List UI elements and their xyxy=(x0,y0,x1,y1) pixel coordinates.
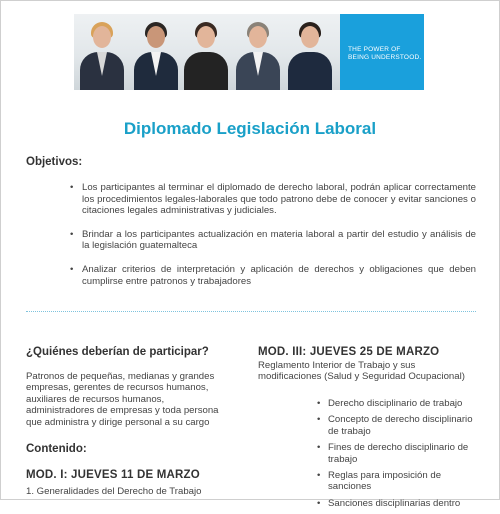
objetivos-heading: Objetivos: xyxy=(26,156,83,168)
objetivos-list xyxy=(70,182,476,299)
section-divider xyxy=(26,311,476,312)
page-title: Diplomado Legislación Laboral xyxy=(123,119,377,138)
list-item: • Brindar a los participantes actualización en materia laboral a partir del estudio y análisis de la legislación guatemalteca xyxy=(70,228,476,252)
bullet-icon: • xyxy=(317,442,321,454)
person-photo-1 xyxy=(78,16,126,90)
bullet-icon: • xyxy=(317,497,321,509)
list-item: • Los participantes al terminar el diplomado de derecho laboral, podrán aplicar correctamente los procedimientos legales-laborales que todo patrono debe de conocer y evitar sanciones o citaciones legales administrativas y judiciales. xyxy=(70,182,476,217)
brand-tagline-line-2: BEING UNDERSTOOD. xyxy=(348,54,422,61)
brand-tagline-box xyxy=(340,14,424,90)
mod1-item: 1. Generalidades del Derecho de Trabajo xyxy=(26,486,202,497)
list-item: • Reglas para imposición de sanciones xyxy=(317,470,442,493)
bullet-icon: • xyxy=(70,228,74,240)
brand-tagline-line-1: THE POWER OF xyxy=(348,46,401,53)
bullet-icon: • xyxy=(317,470,321,482)
header-banner xyxy=(74,14,424,90)
quienes-text: Patronos de pequeñas, medianas y grandes empresas, gerentes de recursos humanos, auxiliares de recursos humanos, administradores de empresas y toda persona que administra y dirige personal a su cargo xyxy=(26,371,219,428)
person-photo-3 xyxy=(182,16,230,90)
person-photo-4 xyxy=(234,16,282,90)
person-photo-2 xyxy=(132,16,180,90)
list-item: • Concepto de derecho disciplinario de trabajo xyxy=(317,414,473,437)
quienes-heading: ¿Quiénes deberían de participar? xyxy=(26,346,209,358)
brand-tagline xyxy=(348,46,421,62)
mod3-title: MOD. III: JUEVES 25 DE MARZO xyxy=(258,346,440,358)
bullet-icon: • xyxy=(70,182,74,193)
mod3-list xyxy=(317,398,478,514)
list-item: • Analizar criterios de interpretación y aplicación de derechos y obligaciones que deben cumplirse entre patronos y trabajadores xyxy=(70,263,476,287)
bullet-icon: • xyxy=(70,263,74,275)
list-item: • Sanciones disciplinarias dentro xyxy=(317,497,461,509)
mod1-title: MOD. I: JUEVES 11 DE MARZO xyxy=(26,469,200,481)
bullet-icon: • xyxy=(317,414,321,426)
list-item: • Derecho disciplinario de trabajo xyxy=(317,398,463,409)
person-photo-5 xyxy=(286,16,334,90)
mod3-description: Reglamento Interior de Trabajo y sus modificaciones (Salud y Seguridad Ocupacional) xyxy=(258,360,465,383)
contenido-heading: Contenido: xyxy=(26,443,87,455)
list-item: • Fines de derecho disciplinario de trabajo xyxy=(317,442,469,465)
bullet-icon: • xyxy=(317,398,321,409)
